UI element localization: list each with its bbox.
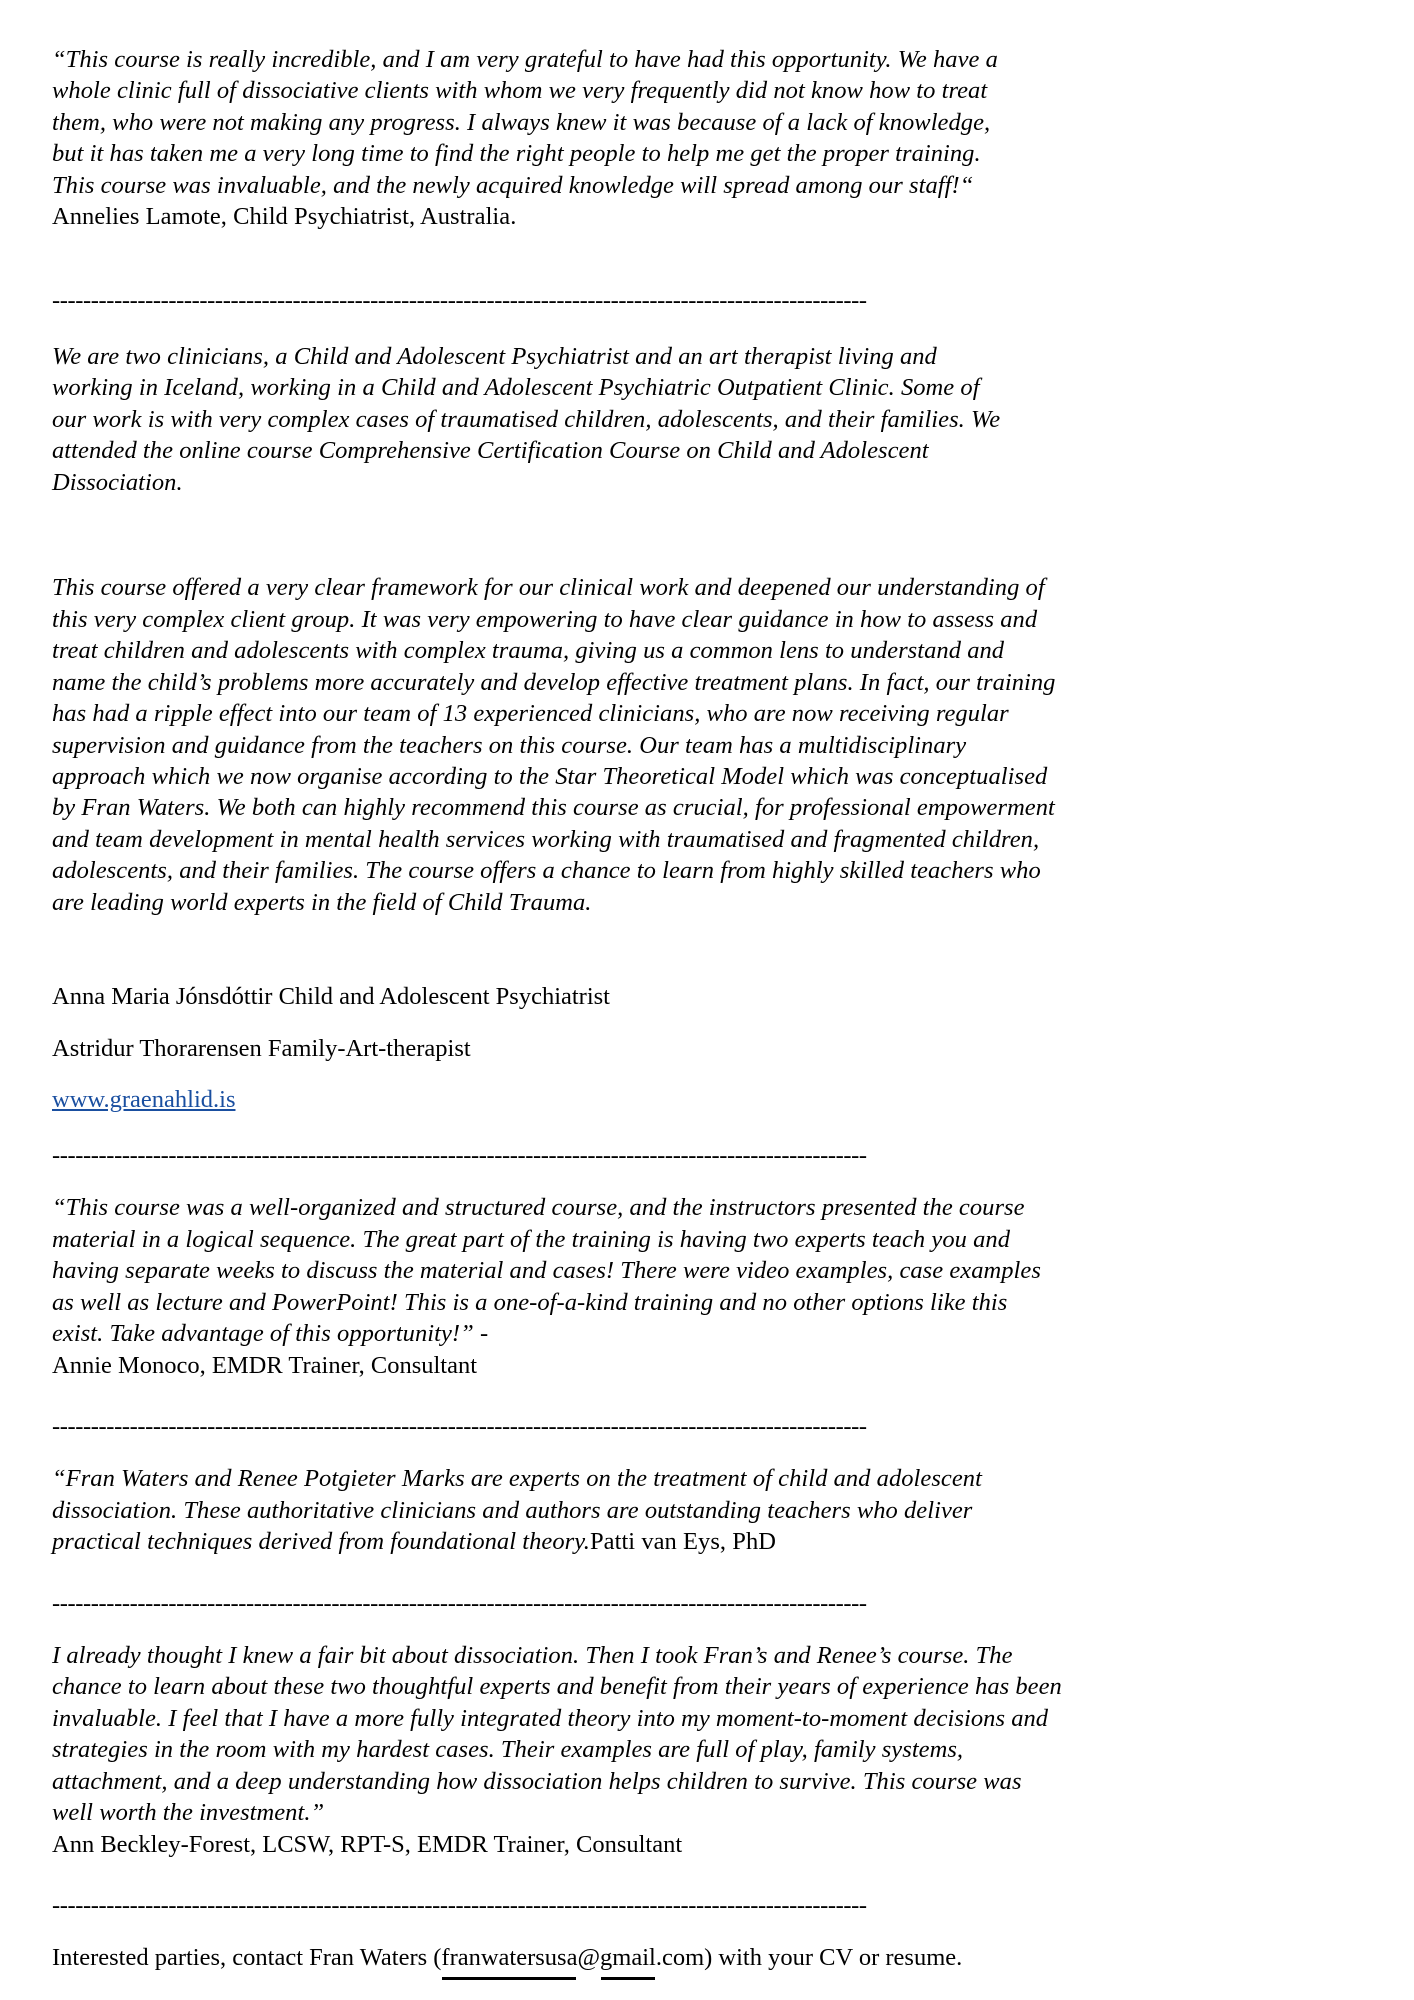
- testimonial-lamote: [52, 44, 1362, 233]
- spacer: [52, 1381, 1362, 1415]
- spacer: [52, 918, 1362, 982]
- spacer: [52, 1618, 1362, 1640]
- testimonial-beckley-forest: [52, 1640, 1362, 1860]
- contact-prefix: Interested parties, contact Fran Waters (: [52, 1943, 442, 1971]
- spacer: [52, 1860, 1362, 1894]
- separator-rule-1: ---------------------------------------------------------------------------------------------------------: [52, 288, 867, 314]
- testimonial-monoco: [52, 1192, 1362, 1381]
- contact-email[interactable]: [441, 1942, 704, 1973]
- monoco-quote: “This course was a well-organized and structured course, and the instructors presented the course material in a logical sequence. The great part of the training is having two experts teach you and having separate weeks to discuss the material and cases! There were video examples, case examples as well as lecture and PowerPoint! This is a one-of-a-kind training and no other options like this exist. Take advantage of this opportunity!” -: [52, 1194, 1041, 1348]
- spacer: [52, 233, 1362, 289]
- email-user: franwatersusa: [441, 1942, 577, 1973]
- beckley-forest-attribution: Ann Beckley-Forest, LCSW, RPT-S, EMDR Trainer, Consultant: [52, 1830, 683, 1858]
- separator-rule-4: ---------------------------------------------------------------------------------------------------------: [52, 1591, 867, 1617]
- iceland-signature-2: Astridur Thorarensen Family-Art-therapist: [52, 1034, 471, 1062]
- beckley-forest-quote: I already thought I knew a fair bit about dissociation. Then I took Fran’s and Renee’s course. The chance to learn about these two thoughtful experts and benefit from their years of experience has been invaluable. I feel that I have a more fully integrated theory into my moment-to-moment decisions and strategies in the room with my hardest cases. Their examples are full of play, family systems, attachment, and a deep understanding how dissociation helps children to survive. This course was well worth the investment.”: [52, 1641, 1062, 1827]
- separator-rule-5: ---------------------------------------------------------------------------------------------------------: [52, 1893, 867, 1919]
- van-eys-quote: [52, 1463, 1062, 1557]
- iceland-intro: We are two clinicians, a Child and Adolescent Psychiatrist and an art therapist living and working in Iceland, working in a Child and Adolescent Psychiatric Outpatient Clinic. Some of our work is with very complex cases of traumatised children, adolescents, and their families. We attended the online course Comprehensive Certification Course on Child and Adolescent Dissociation.: [52, 342, 1001, 496]
- spacer: [52, 1441, 1362, 1463]
- separator-rule-2: ---------------------------------------------------------------------------------------------------------: [52, 1144, 867, 1170]
- website-link[interactable]: www.graenahlid.is: [52, 1086, 236, 1114]
- van-eys-attribution: Patti van Eys, PhD: [589, 1528, 776, 1556]
- separator-rule-3: ---------------------------------------------------------------------------------------------------------: [52, 1415, 867, 1441]
- spacer: [52, 1920, 1362, 1942]
- iceland-signature-1: Anna Maria Jónsdóttir Child and Adolescent Psychiatrist: [52, 983, 610, 1011]
- email-domain: gmail: [600, 1942, 656, 1973]
- spacer: [52, 1012, 1362, 1034]
- website-line: [52, 1085, 1362, 1114]
- iceland-body: This course offered a very clear framework for our clinical work and deepened our understanding of this very complex client group. It was very empowering to have clear guidance in how to assess and treat children and adolescents with complex trauma, giving us a common lens to understand and name the child’s problems more accurately and develop effective treatment plans. In fact, our training has had a ripple effect into our team of 13 experienced clinicians, who are now receiving regular supervision and guidance from the teachers on this course. Our team has a multidisciplinary approach which we now organise according to the Star Theoretical Model which was conceptualised by Fran Waters. We both can highly recommend this course as crucial, for professional empowerment and team development in mental health services working with traumatised and fragmented children, adolescents, and their families. The course offers a chance to learn from highly skilled teachers who are leading world experts in the field of Child Trauma.: [52, 574, 1056, 916]
- contact-line: [52, 1942, 1362, 1973]
- spacer: [52, 1114, 1362, 1144]
- email-at: @: [577, 1943, 601, 1971]
- testimonial-van-eys: [52, 1463, 1362, 1557]
- van-eys-quote-text: “Fran Waters and Renee Potgieter Marks are experts on the treatment of child and adolescent dissociation. These authoritative clinicians and authors are outstanding teachers who deliver practical techniques derived from foundational theory.: [52, 1465, 982, 1556]
- email-tld: .com: [655, 1943, 705, 1971]
- contact-suffix: ) with your CV or resume.: [704, 1943, 963, 1971]
- lamote-quote: [52, 44, 1017, 233]
- spacer: [52, 315, 1362, 341]
- monoco-attribution: Annie Monoco, EMDR Trainer, Consultant: [52, 1351, 478, 1379]
- spacer: [52, 1558, 1362, 1592]
- spacer: [52, 498, 1362, 572]
- lamote-attribution: Annelies Lamote, Child Psychiatrist, Australia.: [52, 203, 517, 231]
- spacer: [52, 1063, 1362, 1085]
- lamote-quote-text: “This course is really incredible, and I am very grateful to have had this opportunity. We have a whole clinic full of dissociative clients with whom we very frequently did not know how to treat them, who were not making any progress. I always knew it was because of a lack of knowledge, but it has taken me a very long time to find the right people to help me get the proper training. This course was invaluable, and the newly acquired knowledge will spread among our staff!“: [52, 46, 998, 199]
- spacer: [52, 1170, 1362, 1192]
